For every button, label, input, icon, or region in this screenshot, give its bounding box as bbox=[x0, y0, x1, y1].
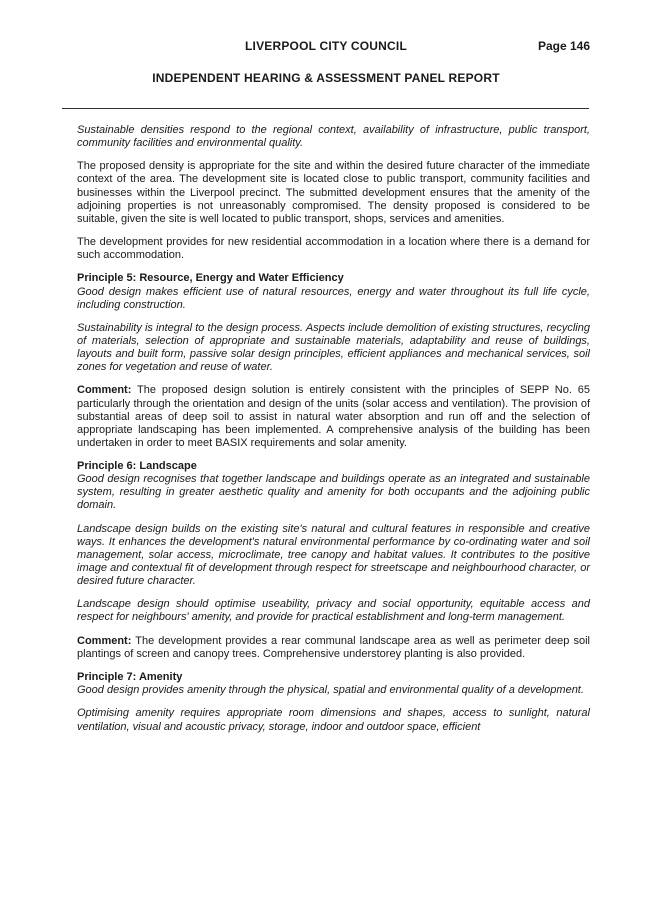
paragraph-principle-6-useability: Landscape design should optimise useability, privacy and social opportunity, equitable access and respect for neighbours' amenity, and provide for practical establishment and long-term management. bbox=[77, 598, 590, 624]
page-header bbox=[0, 39, 652, 55]
comment-text: The proposed design solution is entirely consistent with the principles of SEPP No. 65 particularly through the orientation and design of the units (solar access and ventilation). The provision of substantial areas of deep soil to assist in natural water absorption and run off and the selection of appropriate landscaping has been implemented. A comprehensive analysis of the building has been undertaken in order to meet BASIX requirements and solar amenity. bbox=[77, 384, 590, 449]
header-divider bbox=[62, 108, 589, 109]
paragraph-principle-6-intro: Good design recognises that together landscape and buildings operate as an integrated and sustainable system, resulting in greater aesthetic quality and amenity for both occupants and the adjoining public domain. bbox=[77, 473, 590, 512]
report-body bbox=[77, 124, 590, 744]
heading-principle-5: Principle 5: Resource, Energy and Water Efficiency bbox=[77, 272, 344, 285]
paragraph-sustainable-densities: Sustainable densities respond to the regional context, availability of infrastructure, public transport, community facilities and environmental quality. bbox=[77, 124, 590, 150]
heading-principle-7: Principle 7: Amenity bbox=[77, 671, 183, 684]
paragraph-proposed-density: The proposed density is appropriate for the site and within the desired future character of the immediate context of the area. The development site is located close to public transport, community facilities and businesses within the Liverpool precinct. The submitted development ensures that the amenity of the adjoining properties is not unreasonably compromised. The density proposed is considered to be suitable, given the site is well located to public transport, shops, services and amenities. bbox=[77, 160, 590, 225]
paragraph-residential-accommodation: The development provides for new residential accommodation in a location where there is a demand for such accommodation. bbox=[77, 236, 590, 262]
paragraph-principle-7-detail: Optimising amenity requires appropriate room dimensions and shapes, access to sunlight, natural ventilation, visual and acoustic privacy, storage, indoor and outdoor space, efficient bbox=[77, 707, 590, 733]
comment-principle-5 bbox=[77, 384, 590, 449]
paragraph-principle-5-detail: Sustainability is integral to the design process. Aspects include demolition of existing structures, recycling of materials, selection of appropriate and sustainable materials, adaptability and reuse of buildings, layouts and built form, passive solar design principles, efficient appliances and mechanical services, soil zones for vegetation and reuse of water. bbox=[77, 321, 590, 374]
comment-label: Comment: bbox=[77, 384, 132, 397]
paragraph-principle-5-intro: Good design makes efficient use of natural resources, energy and water throughout its full life cycle, including construction. bbox=[77, 285, 590, 311]
paragraph-principle-6-detail: Landscape design builds on the existing site's natural and cultural features in responsible and creative ways. It enhances the development's natural environmental performance by co-ordinating water and soil management, solar access, microclimate, tree canopy and habitat values. It contributes to the positive image and contextual fit of development through respect for streetscape and neighbourhood character, or desired future character. bbox=[77, 522, 590, 588]
page-number: Page 146 bbox=[537, 39, 590, 53]
comment-principle-6 bbox=[77, 635, 590, 661]
council-name: LIVERPOOL CITY COUNCIL bbox=[245, 39, 407, 53]
report-title: INDEPENDENT HEARING & ASSESSMENT PANEL REPORT bbox=[152, 71, 500, 85]
comment-text: The development provides a rear communal landscape area as well as perimeter deep soil plantings of screen and canopy trees. Comprehensive understorey planting is also provided. bbox=[77, 634, 590, 660]
comment-label: Comment: bbox=[77, 634, 132, 647]
paragraph-principle-7-intro: Good design provides amenity through the physical, spatial and environmental quality of a development. bbox=[77, 684, 584, 697]
heading-principle-6: Principle 6: Landscape bbox=[77, 460, 197, 473]
